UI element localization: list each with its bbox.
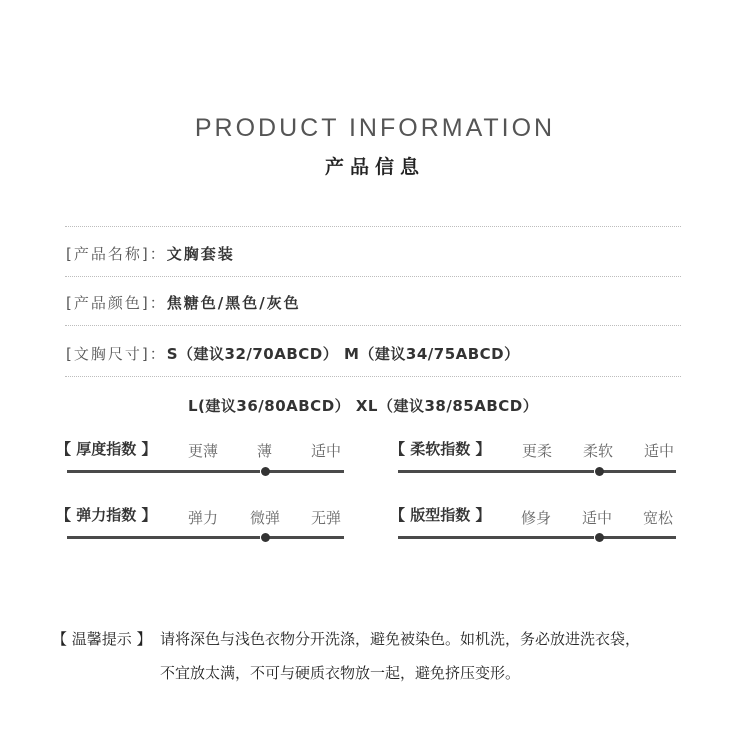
tip-label: 【 温馨提示 】 xyxy=(52,630,152,648)
info-value: 文胸套装 xyxy=(166,245,235,263)
index-option: 宽松 xyxy=(643,509,674,527)
info-label: [文胸尺寸]： xyxy=(66,345,167,363)
index-label-fit: 【 版型指数 】 xyxy=(390,506,491,524)
info-value-size-line2: L(建议36/80ABCD） XL（建议38/85ABCD） xyxy=(188,397,539,415)
index-option: 微弹 xyxy=(250,509,281,527)
index-label-elasticity: 【 弹力指数 】 xyxy=(56,506,157,524)
index-option: 柔软 xyxy=(583,442,614,460)
index-track-softness xyxy=(398,470,676,473)
index-label-thickness: 【 厚度指数 】 xyxy=(56,440,157,458)
info-value: S（建议32/70ABCD） M（建议34/75ABCD） xyxy=(166,345,520,363)
index-track-fit xyxy=(398,536,676,539)
index-marker xyxy=(261,467,270,476)
info-label: [产品名称]： xyxy=(66,245,167,263)
index-option: 适中 xyxy=(582,509,613,527)
info-row-size xyxy=(66,343,520,364)
title-english: PRODUCT INFORMATION xyxy=(194,114,556,142)
index-label-softness: 【 柔软指数 】 xyxy=(390,440,491,458)
index-option: 薄 xyxy=(257,442,273,460)
index-option: 修身 xyxy=(521,509,552,527)
divider xyxy=(65,376,681,377)
index-option: 适中 xyxy=(644,442,675,460)
index-option: 适中 xyxy=(311,442,342,460)
info-value: 焦糖色/黑色/灰色 xyxy=(166,294,301,312)
divider xyxy=(65,325,681,326)
index-marker xyxy=(261,533,270,542)
tip-text-line1: 请将深色与浅色衣物分开洗涤，避免被染色。如机洗，务必放进洗衣袋， xyxy=(160,630,641,648)
index-track-elasticity xyxy=(67,536,344,539)
index-option: 更柔 xyxy=(522,442,553,460)
index-marker xyxy=(595,467,604,476)
index-option: 弹力 xyxy=(188,509,219,527)
index-marker xyxy=(595,533,604,542)
divider xyxy=(65,226,681,227)
index-option: 更薄 xyxy=(188,442,219,460)
title-chinese: 产品信息 xyxy=(324,156,425,178)
divider xyxy=(65,276,681,277)
info-row-name xyxy=(66,243,235,264)
index-track-thickness xyxy=(67,470,344,473)
info-row-color xyxy=(66,292,301,313)
index-option: 无弹 xyxy=(311,509,342,527)
info-label: [产品颜色]： xyxy=(66,294,167,312)
tip-text-line2: 不宜放太满，不可与硬质衣物放一起，避免挤压变形。 xyxy=(160,664,521,682)
